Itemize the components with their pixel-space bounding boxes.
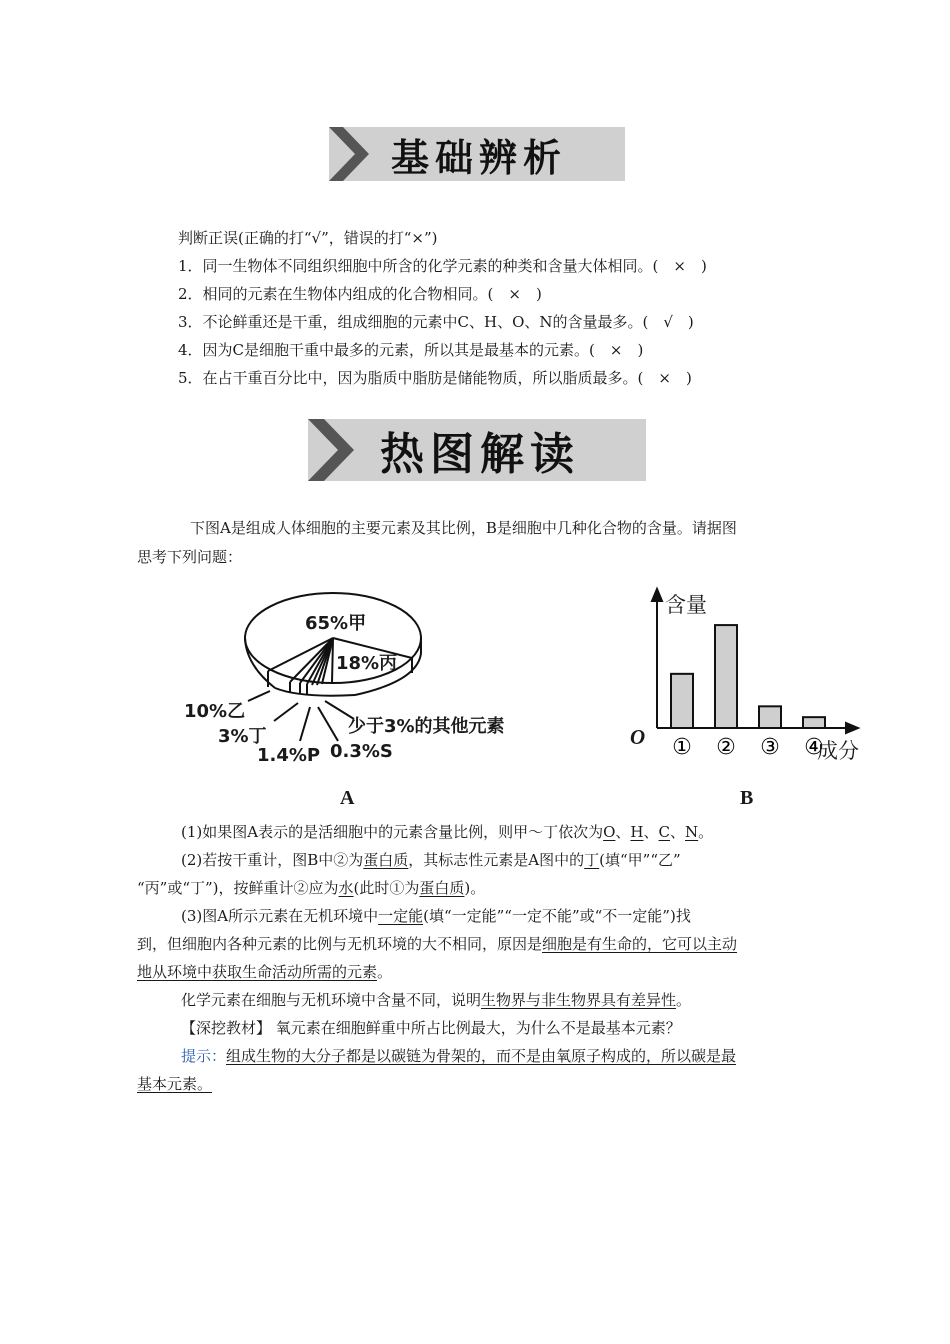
summary-text: 。 [676, 991, 692, 1009]
q2-text: “丙”或“丁”)，按鲜重计②应为 [137, 879, 339, 897]
pie-label-yi: 10%乙 [184, 701, 246, 722]
question-3-line-3 [137, 962, 392, 982]
x-axis-label: 成分 [817, 739, 859, 763]
q3-text: (填“一定能”“一定不能”或“不一定能”)找 [423, 907, 691, 925]
question-2-line-1 [181, 850, 681, 870]
q1-answer-4: N [685, 823, 699, 841]
q3-answer-3: 地从环境中获取生命活动所需的元素 [137, 963, 378, 981]
q3-text: 。 [377, 963, 393, 981]
hint-answer: 组成生物的大分子都是以碳链为骨架的，而不是由氧原子构成的，所以碳是最 [226, 1047, 737, 1065]
q2-answer-3: 水 [338, 879, 354, 897]
y-axis-label: 含量 [665, 593, 707, 617]
bar-1 [671, 674, 693, 728]
judge-item-2: 2．相同的元素在生物体内组成的化合物相同。( × ) [178, 285, 542, 303]
judge-item-5: 5．在占干重百分比中，因为脂质中脂肪是储能物质，所以脂质最多。( × ) [178, 369, 692, 387]
q2-text: (填“甲”“乙” [599, 851, 681, 869]
judge-intro: 判断正误(正确的打“√”，错误的打“×”) [178, 229, 438, 247]
intro-line-1: 下图A是组成人体细胞的主要元素及其比例，B是细胞中几种化合物的含量。请据图 [190, 519, 737, 537]
q3-answer-1: 一定能 [378, 907, 424, 925]
q2-answer-1: 蛋白质 [363, 851, 409, 869]
judge-item-3: 3．不论鲜重还是干重，组成细胞的元素中C、H、O、N的含量最多。( √ ) [178, 313, 694, 331]
pie-label-jia: 65%甲 [305, 613, 367, 634]
summary-answer: 生物界与非生物界具有差异性 [481, 991, 677, 1009]
section-banner-figure [308, 419, 646, 481]
q1-sep: 、 [643, 823, 659, 841]
q1-text: 。 [698, 823, 714, 841]
q3-text: (3)图A所示元素在无机环境中 [181, 907, 379, 925]
q3-answer-2: 细胞是有生命的，它可以主动 [542, 935, 738, 953]
q1-text: (1)如果图A表示的是活细胞中的元素含量比例，则甲～丁依次为 [181, 823, 604, 841]
hint-tag: 提示： [181, 1047, 227, 1065]
judge-item-1: 1．同一生物体不同组织细胞中所含的化学元素的种类和含量大体相同。( × ) [178, 257, 707, 275]
figure-a [180, 583, 560, 778]
section-title: 基础辨析 [391, 135, 568, 180]
tick-label-2: ② [716, 735, 736, 760]
hint-line-1 [181, 1046, 736, 1066]
deep-question [181, 1018, 681, 1038]
hint-answer: 基本元素。 [137, 1075, 213, 1093]
q2-answer-4: 蛋白质 [419, 879, 465, 897]
summary-text: 化学元素在细胞与无机环境中含量不同，说明 [181, 991, 482, 1009]
pie-label-bing: 18%丙 [336, 653, 398, 674]
q1-answer-1: O [603, 823, 616, 841]
pie-label-s: 0.3%S [330, 741, 393, 762]
judge-item-4: 4．因为C是细胞干重中最多的元素，所以其是最基本的元素。( × ) [178, 341, 644, 359]
pie-label-p: 1.4%P [257, 745, 321, 766]
pie-label-other: 少于3%的其他元素 [348, 716, 505, 737]
deep-tag: 【深挖教材】 [181, 1019, 272, 1037]
q2-text: )。 [464, 879, 486, 897]
figure-b [625, 585, 875, 775]
question-1 [181, 822, 713, 842]
q2-text: (此时①为 [353, 879, 420, 897]
summary-line [181, 990, 691, 1010]
q2-text: ，其标志性元素是A图中的 [408, 851, 585, 869]
tick-label-1: ① [672, 735, 692, 760]
deep-text: 氧元素在细胞鲜重中所占比例最大，为什么不是最基本元素？ [271, 1019, 681, 1037]
question-2-line-2 [137, 878, 485, 898]
figure-a-label: A [340, 787, 355, 809]
q1-answer-3: C [658, 823, 671, 841]
hint-line-2 [137, 1074, 212, 1094]
question-3-line-2 [137, 934, 737, 954]
q1-answer-2: H [630, 823, 644, 841]
bar-4 [803, 717, 825, 728]
bar-3 [759, 706, 781, 728]
origin-label: O [630, 725, 646, 749]
q2-answer-2: 丁 [584, 851, 600, 869]
section-title: 热图解读 [380, 429, 580, 480]
question-3-line-1 [181, 906, 691, 926]
figure-b-label: B [740, 787, 754, 809]
q3-text: 到，但细胞内各种元素的比例与无机环境的大不相同，原因是 [137, 935, 543, 953]
q1-sep: 、 [670, 823, 686, 841]
q2-text: (2)若按干重计，图B中②为 [181, 851, 364, 869]
pie-label-ding: 3%丁 [218, 726, 267, 747]
tick-label-3: ③ [760, 735, 780, 760]
tick-label-4: ④ [804, 735, 824, 760]
intro-line-2: 思考下列问题： [137, 548, 243, 566]
section-banner-basic [329, 127, 625, 181]
bar-2 [715, 625, 737, 728]
q1-sep: 、 [615, 823, 631, 841]
